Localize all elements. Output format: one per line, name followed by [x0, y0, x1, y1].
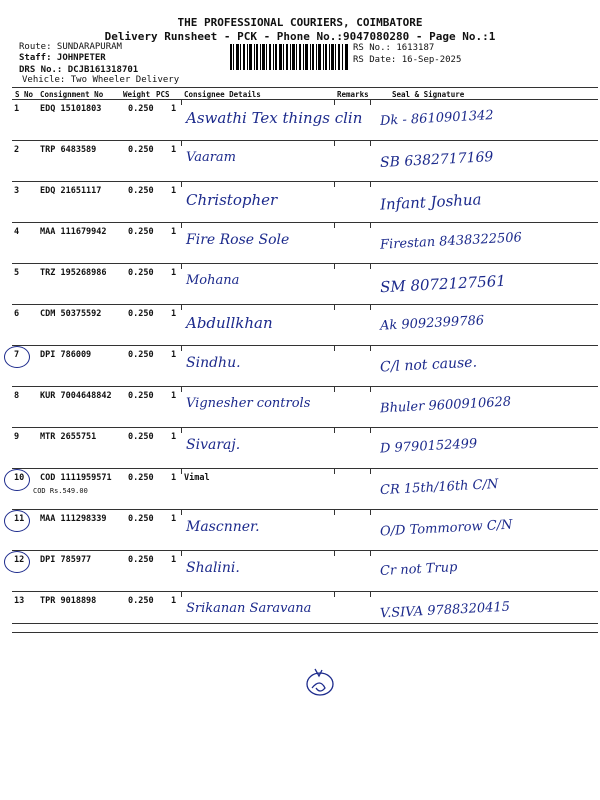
col-divider	[334, 140, 335, 146]
row-signature: Infant Joshua	[379, 190, 482, 214]
col-divider	[181, 468, 182, 474]
col-header-remarks: Remarks	[337, 90, 369, 99]
row-signature: Ak 9092399786	[379, 313, 485, 334]
col-divider	[370, 591, 371, 597]
row-weight: 0.250	[128, 186, 154, 196]
row-consignee: Mascnner.	[186, 519, 260, 535]
row-divider	[12, 632, 598, 633]
col-divider	[181, 509, 182, 515]
row-consignee: Vignesher controls	[186, 396, 311, 411]
row-divider	[12, 468, 598, 469]
row-consignee: Aswathi Tex things clin	[186, 109, 363, 127]
row-sno: 7	[14, 350, 20, 360]
row-signature: O/D Tommorow C/N	[379, 517, 513, 540]
row-consignment-no: DPI 785977	[40, 555, 92, 565]
route-label: Route: SUNDARAPURAM	[19, 42, 122, 52]
row-consignee: Sindhu.	[186, 355, 241, 371]
col-divider	[370, 263, 371, 269]
row-sno: 2	[14, 145, 20, 155]
row-consignee: Christopher	[186, 191, 278, 209]
col-divider	[334, 468, 335, 474]
row-weight: 0.250	[128, 104, 154, 114]
col-divider	[334, 591, 335, 597]
row-pcs: 1	[171, 145, 177, 155]
col-divider	[370, 386, 371, 392]
row-divider	[12, 427, 598, 428]
col-divider	[181, 263, 182, 269]
row-consignment-no: DPI 786009	[40, 350, 92, 360]
row-pcs: 1	[171, 514, 177, 524]
col-divider	[181, 591, 182, 597]
col-divider	[334, 386, 335, 392]
row-weight: 0.250	[128, 596, 154, 606]
col-divider	[181, 181, 182, 187]
col-divider	[370, 99, 371, 105]
row-signature: D 9790152499	[379, 436, 478, 457]
row-pcs: 1	[171, 350, 177, 360]
row-signature: CR 15th/16th C/N	[379, 476, 499, 499]
row-pcs: 1	[171, 227, 177, 237]
row-consignment-no: MAA 111679942	[40, 227, 107, 237]
row-signature: SM 8072127561	[379, 271, 507, 297]
col-divider	[370, 509, 371, 515]
row-signature: SB 6382717169	[379, 149, 494, 171]
col-divider	[334, 263, 335, 269]
row-pcs: 1	[171, 186, 177, 196]
table-bottom-border	[12, 623, 598, 624]
col-header-weight: Weight	[123, 90, 151, 99]
row-pcs: 1	[171, 309, 177, 319]
row-divider	[12, 304, 598, 305]
row-weight: 0.250	[128, 473, 154, 483]
row-sno: 9	[14, 432, 20, 442]
row-pcs: 1	[171, 555, 177, 565]
row-consignment-no: EDQ 21651117	[40, 186, 102, 196]
row-sno: 4	[14, 227, 20, 237]
row-signature: V.SIVA 9788320415	[379, 599, 511, 622]
row-divider	[12, 345, 598, 346]
col-divider	[181, 345, 182, 351]
row-signature: Cr not Trup	[379, 559, 458, 580]
col-divider	[370, 550, 371, 556]
row-signature: Bhuler 9600910628	[379, 394, 512, 417]
row-sno: 6	[14, 309, 20, 319]
staff-label: Staff: JOHNPETER	[19, 53, 106, 63]
company-title: THE PROFESSIONAL COURIERS, COIMBATORE	[177, 16, 423, 29]
row-consignment-no: COD 1111959571	[40, 473, 112, 483]
row-weight: 0.250	[128, 391, 154, 401]
row-consignment-no: KUR 7004648842	[40, 391, 112, 401]
col-divider	[334, 304, 335, 310]
row-signature: Firestan 8438322506	[379, 230, 523, 253]
row-consignee: Shalini.	[186, 560, 240, 576]
col-header-consignment: Consignment No	[40, 90, 104, 99]
barcode	[230, 44, 348, 70]
table-header-divider	[12, 99, 598, 100]
row-consignment-no: CDM 50375592	[40, 309, 102, 319]
col-divider	[181, 304, 182, 310]
rs-number: RS No.: 1613187	[353, 43, 435, 53]
col-divider	[334, 345, 335, 351]
row-sno: 8	[14, 391, 20, 401]
row-weight: 0.250	[128, 145, 154, 155]
footer-signature-mark	[298, 664, 342, 698]
row-circle-mark	[4, 510, 30, 532]
row-consignee: Srikanan Saravana	[186, 601, 312, 616]
row-consignment-no: EDQ 15101803	[40, 104, 102, 114]
drs-number: DRS No.: DCJB161318701	[19, 65, 139, 75]
col-divider	[334, 427, 335, 433]
row-weight: 0.250	[128, 227, 154, 237]
row-circle-mark	[4, 346, 30, 368]
row-signature: Dk - 8610901342	[379, 108, 494, 129]
col-divider	[334, 222, 335, 228]
row-consignment-no: TRP 6483589	[40, 145, 97, 155]
row-pcs: 1	[171, 268, 177, 278]
row-pcs: 1	[171, 104, 177, 114]
row-pcs: 1	[171, 391, 177, 401]
row-consignment-no: MTR 2655751	[40, 432, 97, 442]
vehicle-label: Vehicle: Two Wheeler Delivery	[22, 75, 180, 85]
row-consignment-no: MAA 111298339	[40, 514, 107, 524]
col-divider	[181, 427, 182, 433]
row-divider	[12, 509, 598, 510]
col-divider	[370, 181, 371, 187]
col-divider	[181, 222, 182, 228]
col-divider	[370, 427, 371, 433]
col-divider	[370, 140, 371, 146]
col-header-sno: S No	[15, 90, 34, 99]
row-weight: 0.250	[128, 514, 154, 524]
col-divider	[334, 509, 335, 515]
row-sno: 10	[14, 473, 25, 483]
row-pcs: 1	[171, 596, 177, 606]
runsheet-subtitle: Delivery Runsheet - PCK - Phone No.:9047080280 - Page No.:1	[104, 30, 496, 43]
col-divider	[334, 181, 335, 187]
row-signature: C/l not cause.	[379, 354, 478, 376]
col-divider	[181, 99, 182, 105]
row-cod-amount: COD Rs.549.00	[33, 487, 88, 495]
col-header-consignee: Consignee Details	[184, 90, 261, 99]
col-divider	[370, 468, 371, 474]
row-consignment-no: TPR 9018898	[40, 596, 97, 606]
row-pcs: 1	[171, 473, 177, 483]
row-weight: 0.250	[128, 309, 154, 319]
row-divider	[12, 140, 598, 141]
row-consignee: Vimal	[184, 473, 210, 483]
col-divider	[334, 550, 335, 556]
col-divider	[334, 99, 335, 105]
col-divider	[370, 345, 371, 351]
col-header-pcs: PCS	[156, 90, 170, 99]
table-top-border	[12, 87, 598, 88]
row-weight: 0.250	[128, 432, 154, 442]
col-divider	[181, 140, 182, 146]
row-divider	[12, 386, 598, 387]
row-consignment-no: TRZ 195268986	[40, 268, 107, 278]
row-divider	[12, 181, 598, 182]
row-consignee: Fire Rose Sole	[186, 232, 290, 248]
row-consignee: Sivaraj.	[186, 437, 241, 453]
col-divider	[370, 304, 371, 310]
row-sno: 3	[14, 186, 20, 196]
row-weight: 0.250	[128, 555, 154, 565]
col-divider	[181, 550, 182, 556]
row-divider	[12, 550, 598, 551]
row-consignee: Mohana	[186, 273, 240, 288]
row-sno: 11	[14, 514, 25, 524]
row-sno: 1	[14, 104, 20, 114]
row-circle-mark	[4, 551, 30, 573]
col-divider	[181, 386, 182, 392]
row-divider	[12, 222, 598, 223]
row-weight: 0.250	[128, 268, 154, 278]
row-sno: 13	[14, 596, 25, 606]
rs-date: RS Date: 16-Sep-2025	[353, 55, 462, 65]
row-divider	[12, 263, 598, 264]
row-divider	[12, 591, 598, 592]
row-pcs: 1	[171, 432, 177, 442]
row-consignee: Vaaram	[186, 150, 236, 165]
row-sno: 5	[14, 268, 20, 278]
row-circle-mark	[4, 469, 30, 491]
row-sno: 12	[14, 555, 25, 565]
col-divider	[370, 222, 371, 228]
col-header-seal: Seal & Signature	[392, 90, 465, 99]
row-weight: 0.250	[128, 350, 154, 360]
row-consignee: Abdullkhan	[186, 314, 273, 332]
